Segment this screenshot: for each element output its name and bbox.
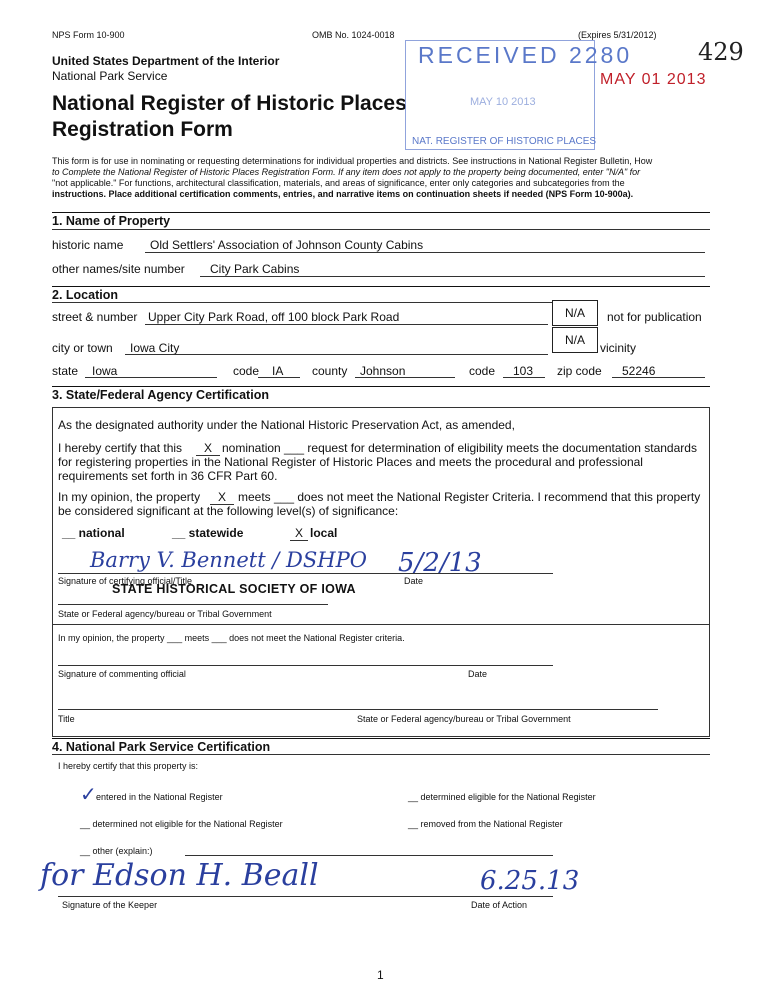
- state-code-label: code: [233, 364, 260, 378]
- cert-divider: [52, 624, 710, 625]
- other-explain-label[interactable]: __ other (explain:): [80, 846, 153, 856]
- nat-register-stamp: NAT. REGISTER OF HISTORIC PLACES: [412, 136, 597, 147]
- instructions-line-1: This form is for use in nominating or requesting determinations for individual properties and districts. See instructions in National Register Bulletin, How: [52, 156, 653, 166]
- other-names-line: [200, 276, 705, 277]
- certifying-signature-line: [58, 573, 553, 574]
- section-1-rule: [52, 212, 710, 213]
- keeper-signature-label: Signature of the Keeper: [62, 900, 158, 910]
- historic-name-value[interactable]: Old Settlers' Association of Johnson County Cabins: [150, 238, 424, 252]
- handwritten-number: 429: [698, 38, 744, 66]
- expiration: (Expires 5/31/2012): [578, 30, 657, 40]
- nomination-mark[interactable]: X: [196, 441, 220, 456]
- received-stamp-text: RECEIVED 2280: [418, 42, 633, 68]
- determined-not-eligible-label[interactable]: __ determined not eligible for the National Register: [80, 819, 283, 829]
- commenting-opinion-text: In my opinion, the property ___ meets ___ does not meet the National Register criteria.: [58, 633, 405, 643]
- section-2-heading: 2. Location: [52, 288, 118, 302]
- section-3-heading: 3. State/Federal Agency Certification: [52, 388, 269, 402]
- agency-stamp: STATE HISTORICAL SOCIETY OF IOWA: [112, 582, 356, 596]
- form-title: National Register of Historic Places: [52, 92, 407, 115]
- certifying-signature: Barry V. Bennett / DSHPO: [90, 548, 367, 572]
- city-label: city or town: [52, 341, 113, 355]
- county-code-value[interactable]: 103: [513, 364, 534, 378]
- cert-certify-text-b: nomination ___ request for determination of eligibility meets the documentation standards: [222, 441, 697, 455]
- agency-label-2: State or Federal agency/bureau or Tribal Government: [357, 714, 571, 724]
- keeper-intro: I hereby certify that this property is:: [58, 761, 199, 771]
- cert-certify-text-d: requirements set forth in 36 CFR Part 60.: [58, 469, 278, 483]
- cert-authority-text: As the designated authority under the National Historic Preservation Act, as amended,: [58, 418, 515, 432]
- section-4-underline: [52, 754, 710, 755]
- section-2-underline: [52, 302, 552, 303]
- form-number: NPS Form 10-900: [52, 30, 125, 40]
- instructions-line-3: "not applicable." For functions, architectural classification, materials, and areas of significance, enter only categories and subcategories from the: [52, 178, 625, 188]
- certifying-date-handwritten: 5/2/13: [398, 548, 482, 578]
- entered-label[interactable]: entered in the National Register: [96, 792, 223, 802]
- street-value[interactable]: Upper City Park Road, off 100 block Park Road: [148, 310, 400, 324]
- agency-label: State or Federal agency/bureau or Tribal Government: [58, 609, 272, 619]
- not-for-publication-label: not for publication: [607, 310, 702, 324]
- section-3-rule: [52, 386, 710, 387]
- removed-label[interactable]: __ removed from the National Register: [408, 819, 563, 829]
- historic-name-label: historic name: [52, 238, 124, 252]
- certifying-date-label: Date: [404, 576, 424, 586]
- cert-opinion-text-a: In my opinion, the property: [58, 490, 201, 504]
- county-label: county: [312, 364, 348, 378]
- commenting-signature-label: Signature of commenting official: [58, 669, 186, 679]
- keeper-date-handwritten: 6.25.13: [480, 866, 580, 896]
- county-line: [355, 377, 455, 378]
- cert-certify-text-a: I hereby certify that this: [58, 441, 183, 455]
- not-for-publication-box[interactable]: N/A: [552, 300, 598, 326]
- section-4-heading: 4. National Park Service Certification: [52, 740, 271, 754]
- street-label: street & number: [52, 310, 138, 324]
- cert-opinion-text-b: meets ___ does not meet the National Register Criteria. I recommend that this property: [238, 490, 701, 504]
- date-of-action-label: Date of Action: [471, 900, 528, 910]
- county-value[interactable]: Johnson: [360, 364, 406, 378]
- level-local: local: [310, 526, 338, 540]
- keeper-signature: for Edson H. Beall: [40, 858, 319, 893]
- title-line[interactable]: [58, 709, 658, 710]
- determined-eligible-label[interactable]: __ determined eligible for the National Register: [408, 792, 596, 802]
- county-code-label: code: [469, 364, 496, 378]
- cert-certify-text-c: for registering properties in the National Register of Historic Places and meets the procedural and professional: [58, 455, 643, 469]
- vicinity-label: vicinity: [600, 341, 637, 355]
- certifying-signature-label: Signature of certifying official/Title: [58, 576, 193, 586]
- county-code-line: [503, 377, 545, 378]
- received-inner-date: MAY 10 2013: [470, 96, 536, 108]
- cert-opinion-text-c: be considered significant at the following level(s) of significance:: [58, 504, 399, 518]
- other-explain-line[interactable]: [185, 855, 553, 856]
- instructions-line-2: to Complete the National Register of Historic Places Registration Form. If any item does not apply to the property being documented, enter "N/A" for: [52, 167, 641, 177]
- section-1-heading: 1. Name of Property: [52, 214, 171, 228]
- commenting-signature-line[interactable]: [58, 665, 553, 666]
- keeper-signature-line: [58, 896, 553, 897]
- vicinity-box[interactable]: N/A: [552, 327, 598, 353]
- title-label: Title: [58, 714, 75, 724]
- agency-line: [58, 604, 328, 605]
- form-subtitle: Registration Form: [52, 118, 233, 141]
- section-2-rule: [52, 286, 710, 287]
- entered-check-icon: ✓: [80, 782, 97, 806]
- other-names-label: other names/site number: [52, 262, 185, 276]
- historic-name-line: [145, 252, 705, 253]
- zip-line: [612, 377, 705, 378]
- city-line: [125, 354, 548, 355]
- level-local-mark[interactable]: X: [290, 526, 308, 541]
- service: National Park Service: [52, 69, 168, 83]
- city-value[interactable]: Iowa City: [130, 341, 180, 355]
- department: United States Department of the Interior: [52, 54, 280, 68]
- instructions-line-4: instructions. Place additional certification comments, entries, and narrative items on continuation sheets if needed (NPS Form 10-900a).: [52, 189, 634, 199]
- zip-label: zip code: [557, 364, 602, 378]
- zip-value[interactable]: 52246: [622, 364, 656, 378]
- state-code-value[interactable]: IA: [272, 364, 284, 378]
- level-statewide[interactable]: __ statewide: [172, 526, 244, 540]
- page-number: 1: [377, 968, 384, 982]
- section-1-underline: [52, 229, 710, 230]
- section-4-rule: [52, 738, 710, 739]
- omb-number: OMB No. 1024-0018: [312, 30, 395, 40]
- state-code-line: [258, 377, 300, 378]
- state-value[interactable]: Iowa: [92, 364, 118, 378]
- level-national[interactable]: __ national: [62, 526, 125, 540]
- street-line: [145, 324, 548, 325]
- commenting-date-label: Date: [468, 669, 488, 679]
- state-label: state: [52, 364, 79, 378]
- received-date-stamp: MAY 01 2013: [600, 71, 707, 88]
- meets-mark[interactable]: X: [210, 490, 234, 505]
- state-line: [85, 377, 217, 378]
- other-names-value[interactable]: City Park Cabins: [210, 262, 300, 276]
